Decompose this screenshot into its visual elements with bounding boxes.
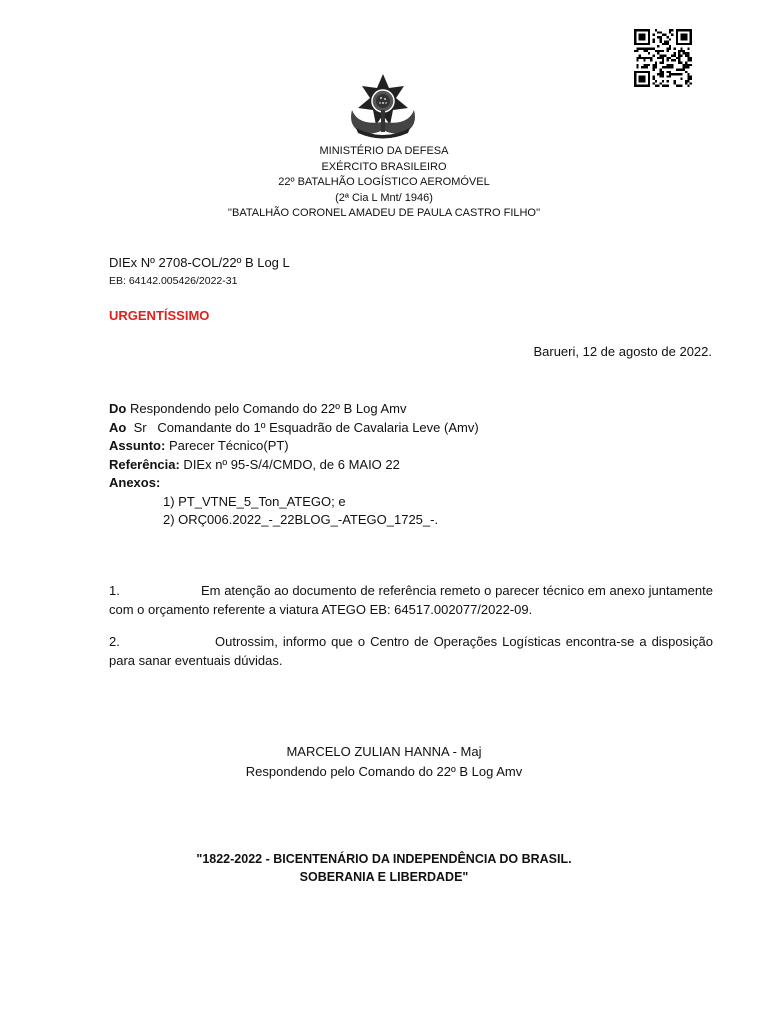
motto [0, 850, 768, 886]
header-line-army: EXÉRCITO BRASILEIRO [321, 160, 447, 173]
header-line-honorific: ''BATALHÃO CORONEL AMADEU DE PAULA CASTRO FILHO'' [227, 207, 541, 219]
reference-value: DIEx nº 95-S/4/CMDO, de 6 MAIO 22 [179, 456, 400, 472]
annexes-label: Anexos: [109, 475, 161, 490]
paragraph-text: Em atenção ao documento de referência remeto o parecer técnico em anexo juntamente com o orçamento referente a viatura ATEGO EB: 64517.002077/2022-09. [109, 583, 713, 617]
header-line-company: (2ª Cia L Mnt/ 1946) [335, 191, 433, 204]
paragraph-number: 1. [109, 583, 120, 598]
signer-role: Respondendo pelo Comando do 22º B Log Amv [245, 764, 523, 779]
to-value: Sr Comandante do 1º Esquadrão de Cavalaria Leve (Amv) [126, 419, 479, 435]
subject-label: Assunto: [109, 438, 166, 453]
subject-row [109, 437, 479, 456]
motto-line-1: "1822-2022 - BICENTENÁRIO DA INDEPENDÊNCIA DO BRASIL. [196, 852, 572, 866]
paragraph-text: Outrossim, informo que o Centro de Operações Logísticas encontra-se a disposição para sanar eventuais dúvidas. [109, 634, 713, 668]
annexes-row [109, 474, 479, 493]
paragraph-2 [109, 633, 713, 670]
header-line-ministry: MINISTÉRIO DA DEFESA [319, 145, 449, 157]
to-label: Ao [109, 419, 127, 435]
signer-name: MARCELO ZULIAN HANNA - Maj [286, 744, 482, 759]
paragraph-1 [109, 582, 713, 619]
subject-value: Parecer Técnico(PT) [165, 438, 289, 453]
reference-label: Referência: [109, 456, 180, 472]
from-label: Do [109, 401, 127, 416]
paragraph-number: 2. [109, 634, 120, 649]
to-row [109, 419, 479, 438]
brazil-coat-of-arms-icon [338, 70, 428, 142]
from-value: Respondendo pelo Comando do 22º B Log Amv [126, 401, 407, 416]
priority-label: URGENTÍSSIMO [109, 308, 210, 323]
eb-number: EB: 64142.005426/2022-31 [109, 275, 238, 287]
qr-code-icon [633, 29, 693, 87]
annex-item: 1) PT_VTNE_5_Ton_ATEGO; e [163, 493, 346, 509]
document-meta [109, 400, 479, 530]
signature-block [0, 742, 768, 782]
reference-row [109, 456, 479, 475]
document-number: DIEx Nº 2708-COL/22º B Log L [109, 255, 290, 270]
date-line: Barueri, 12 de agosto de 2022. [533, 344, 712, 359]
motto-line-2: SOBERANIA E LIBERDADE" [299, 870, 469, 884]
header-line-battalion: 22º BATALHÃO LOGÍSTICO AEROMÓVEL [278, 176, 490, 188]
annex-item: 2) ORÇ006.2022_-_22BLOG_-ATEGO_1725_-. [163, 512, 439, 527]
from-row [109, 400, 479, 419]
letterhead [0, 144, 768, 222]
